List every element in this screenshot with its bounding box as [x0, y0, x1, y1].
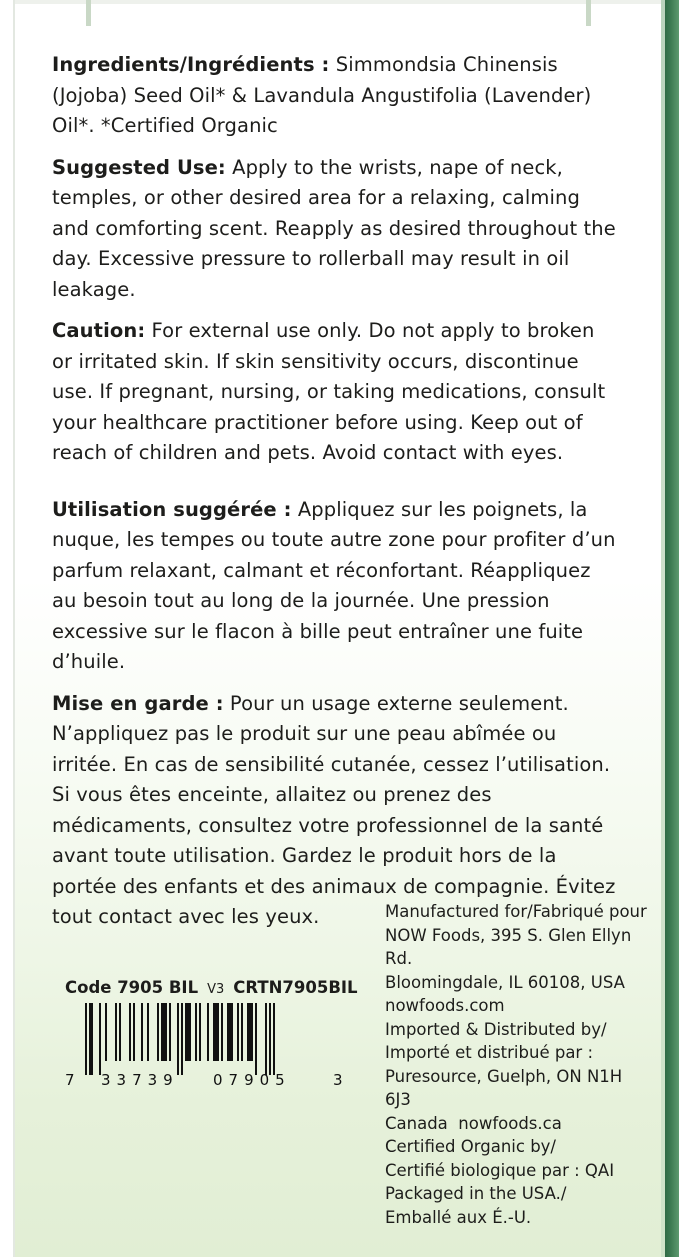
barcode-digits-group-1: 33739 [101, 1071, 179, 1089]
utilisation-suggeree-paragraph [52, 495, 620, 678]
code-label: Code 7905 BIL [65, 978, 199, 997]
manufacturer-address-block [385, 900, 650, 1229]
top-edge-strip [14, 0, 665, 4]
carton-code: CRTN7905BIL [233, 978, 358, 997]
distributor-website: Canada nowfoods.ca [385, 1113, 562, 1133]
code-version: V3 [207, 982, 225, 997]
label-text-content [52, 50, 620, 933]
code-line [65, 978, 365, 997]
ingredients-heading: Ingredients/Ingrédients : [52, 53, 330, 76]
left-white-margin [0, 0, 14, 1257]
ingredients-text: Simmondsia Chinensis (Jojoba) Seed Oil* & Lavandula Angustifolia (Lavender) Oil*. *Certified Organic [52, 53, 592, 137]
manufacturer-line-1: Manufactured for/Fabriqué pour [385, 902, 647, 921]
certified-organic-line-fr: Certifié biologique par : QAI [385, 1160, 615, 1180]
manufacturer-line-2: NOW Foods, 395 S. Glen Ellyn Rd. [385, 925, 637, 968]
utilisation-suggeree-heading: Utilisation suggérée : [52, 497, 292, 521]
barcode-digits-group-2: 07905 [213, 1071, 291, 1089]
manufacturer-website: nowfoods.com [385, 996, 505, 1015]
utilisation-suggeree-text: Appliquez sur les poignets, la nuque, les tempes ou toute autre zone pour profiter d’un parfum relaxant, calmant et réconfortant. Réappliquez au besoin tout au long de la journée. Une pression excessive sur le flacon à bille peut entraîner une fuite d’huile. [52, 497, 616, 673]
mise-en-garde-text: Pour un usage externe seulement. N’appliquez pas le produit sur une peau abîmée ou irritée. En cas de sensibilité cutanée, cessez l’utilisation. Si vous êtes enceinte, allaitez ou prenez des médicaments, consultez votre professionnel de la santé avant toute utilisation. Gardez le produit hors de la portée des enfants et des animaux de compagnie. Évitez tout contact avec les yeux. [52, 691, 616, 928]
barcode-block [65, 978, 365, 1089]
suggested-use-text: Apply to the wrists, nape of neck, temples, or other desired area for a relaxing, calming and comforting scent. Reapply as desired throughout the day. Excessive pressure to rollerball may result in oil leakage. [52, 155, 616, 301]
barcode-bars [85, 1003, 340, 1075]
mise-en-garde-paragraph [52, 689, 620, 933]
mise-en-garde-heading: Mise en garde : [52, 691, 224, 715]
upc-barcode [65, 1003, 360, 1089]
ingredients-paragraph [52, 50, 620, 142]
manufacturer-line-5: Imported & Distributed by/ [385, 1019, 607, 1039]
left-fold-line [13, 0, 15, 1257]
packaged-line-en: Packaged in the USA./ [385, 1184, 567, 1203]
barcode-digit-left: 7 [65, 1071, 76, 1089]
right-green-edge [665, 0, 679, 1257]
caution-paragraph [52, 316, 620, 469]
caution-text: For external use only. Do not apply to broken or irritated skin. If skin sensitivity occurs, discontinue use. If pregnant, nursing, or taking medications, consult your healthcare practitioner before using. Keep out of reach of children and pets. Avoid contact with eyes. [52, 319, 606, 464]
suggested-use-paragraph [52, 153, 620, 306]
certified-organic-line-en: Certified Organic by/ [385, 1137, 556, 1156]
manufacturer-line-3: Bloomingdale, IL 60108, USA [385, 972, 625, 992]
suggested-use-heading: Suggested Use: [52, 155, 226, 179]
top-notch-left [86, 0, 91, 26]
packaged-line-fr: Emballé aux É.-U. [385, 1207, 532, 1227]
distributor-line: Puresource, Guelph, ON N1H 6J3 [385, 1066, 628, 1109]
caution-heading: Caution: [52, 319, 146, 342]
top-notch-right [586, 0, 591, 26]
manufacturer-line-6: Importé et distribué par : [385, 1043, 594, 1062]
barcode-digit-right: 3 [333, 1071, 344, 1089]
